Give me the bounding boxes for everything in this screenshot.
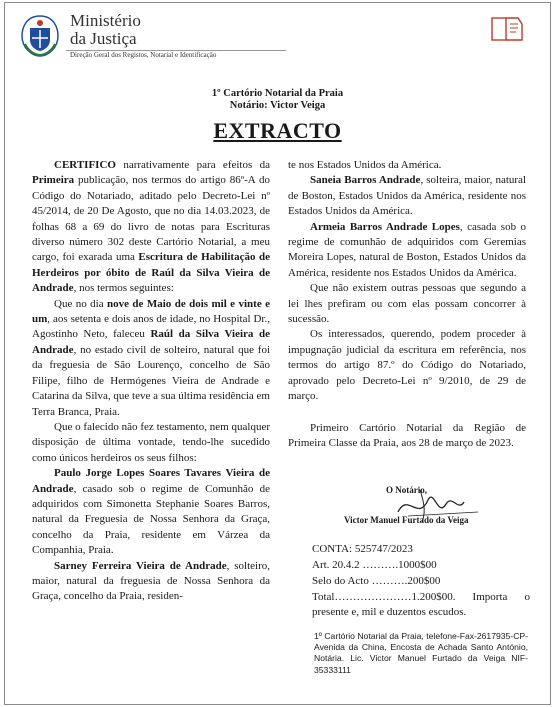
right-column xyxy=(288,158,526,451)
text-run: narrativamente para efeitos da xyxy=(115,159,270,171)
bold-text: Armeia Barros Andrade Lopes xyxy=(310,220,460,233)
paragraph xyxy=(32,466,270,558)
text-run: , no estado civil de solteiro, natural que foi da freguesia de São Lourenço, concelho de São Filipe, filho de Hermógenes Vieira de Andrade e Catarina da Silva, que teve a sua última residência em Terra Branca, Praia. xyxy=(32,343,270,418)
text-run: , aos setenta e dois anos de idade, no Hospital Dr., Agostinho Neto, faleceu xyxy=(32,313,270,341)
document-title: EXTRACTO xyxy=(213,118,342,143)
directorate-name: Direção Geral dos Registos, Notarial e Identificação xyxy=(70,51,217,59)
paragraph xyxy=(288,421,526,452)
paragraph-spacer xyxy=(288,405,526,421)
paragraph xyxy=(32,420,270,466)
ministry-name-line2: da Justiça xyxy=(70,29,137,48)
bold-text: CERTIFICO xyxy=(54,159,116,171)
text-run: , casada sob o regime de comunhão de adquiridos com Geremias Moreira Lopes, natural de Boston, Estados Unidos da América, residente nos Estados Unidos da América. xyxy=(288,220,526,279)
text-run: te nos Estados Unidos da América. xyxy=(288,159,442,171)
text-run: Que no dia xyxy=(54,297,108,310)
signature-label: O Notário, xyxy=(386,485,427,495)
paragraph xyxy=(288,327,526,404)
text-run: , solteira, maior, natural de Boston, Estados Unidos da América, residente nos Estados Unidos da América. xyxy=(288,174,526,218)
registry-logo-icon xyxy=(488,14,532,58)
header-rule xyxy=(66,50,286,51)
left-column xyxy=(32,158,270,605)
text-run: , nos termos seguintes: xyxy=(73,282,174,295)
text-run: Que o falecido não fez testamento, nem qualquer disposição de última vontade, tendo-lhe sucedido como únicos herdeiros os seus filhos: xyxy=(32,420,270,464)
bold-text: Primeira xyxy=(32,174,75,187)
paragraph xyxy=(288,173,526,219)
text-run: Primeiro Cartório Notarial da Região de Primeira Classe da Praia, aos 28 de março de 2023. xyxy=(288,421,526,449)
ministry-block xyxy=(70,12,216,60)
paragraph xyxy=(288,220,526,282)
bold-text: Sarney Ferreira Vieira de Andrade xyxy=(54,559,227,572)
text-run: , casado sob o regime de Comunhão de adquiridos com Simonetta Stephanie Soares Barros, natural da Freguesia de Nossa Senhora da Graça, concelho da Praia, residente em Várzea da Companhia, Praia. xyxy=(32,482,270,557)
registry-logo xyxy=(488,14,532,58)
bold-text: Escritura de Habilitação de Herdeiros por óbito de Raúl da Silva Vieira de Andrade xyxy=(32,251,270,295)
paragraph xyxy=(288,281,526,327)
text-run: , solteiro, maior, natural da freguesia de Nossa Senhora da Graça, concelho da Praia, residen- xyxy=(32,559,270,603)
text-run: publicação, nos termos do artigo 86º-A do Código do Notariado, aditado pelo Decreto-Lei nº 45/2014, de 20 De Agosto, que no dia 14.03.2023, de folhas 68 a 69 do livro de notas para Escrituras diverso número 302 deste Cartório Notarial, a meu cargo, foi exarada uma xyxy=(32,174,270,264)
text-run: Os interessados, querendo, podem proceder à impugnação judicial da escritura em referência, nos termos do artigo 87.º do Código do Notariado, aprovado pelo Decreto-Lei nº 9/2010, de 29 de março. xyxy=(288,328,526,403)
ministry-name-line1: Ministério xyxy=(70,11,141,30)
office-name: 1º Cartório Notarial da Praia xyxy=(211,88,344,99)
paragraph xyxy=(32,297,270,420)
office-contact-footer: 1º Cartório Notarial da Praia, telefone-Fax-2617935-CP-Avenida da China, Encosta de Achada Santo António, Notária. Lic. Victor Manuel Furtado da Veiga NIF-35333111 xyxy=(314,631,528,675)
signatory-name: Victor Manuel Furtado da Veiga xyxy=(344,515,469,525)
fee-article: Art. 20.4.2 ……….1000$00 xyxy=(312,559,437,571)
fee-stamp: Selo do Acto ……….200$00 xyxy=(312,575,441,587)
bold-text: nove de Maio de dois mil e vinte e um xyxy=(32,297,270,326)
fee-total: Total…………………1.200$00. Importa o presente e, mil e duzentos escudos. xyxy=(312,591,530,619)
bold-text: Raúl da Silva Vieira de Andrade xyxy=(32,328,271,356)
text-run: Que não existem outras pessoas que segundo a lei lhes prefiram ou com elas possam concorrer à sucessão. xyxy=(288,282,526,326)
account-number: CONTA: 525747/2023 xyxy=(312,543,413,555)
paragraph xyxy=(32,559,270,605)
paragraph xyxy=(32,158,270,297)
coat-of-arms-icon xyxy=(20,14,60,58)
notary-name: Notário: Victor Veiga xyxy=(229,100,326,111)
paragraph xyxy=(288,158,526,173)
bold-text: Saneia Barros Andrade xyxy=(310,174,421,187)
bold-text: Paulo Jorge Lopes Soares Tavares Vieira de Andrade xyxy=(32,467,270,495)
